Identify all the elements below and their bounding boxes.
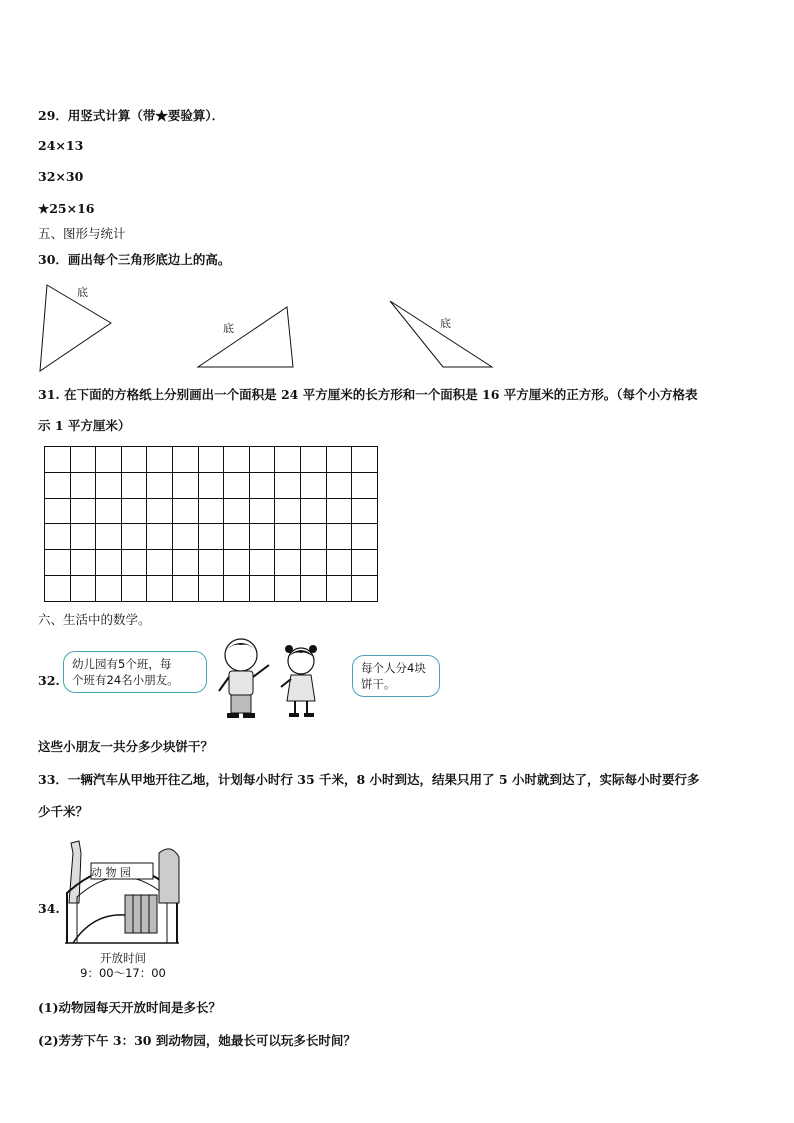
grid-cell bbox=[326, 472, 352, 498]
q32-number: 32. bbox=[38, 673, 60, 688]
q29-title: 29．用竖式计算（带★要验算）． bbox=[38, 108, 225, 123]
q29-item-3: ★25×16 bbox=[38, 201, 95, 216]
grid-cell bbox=[45, 524, 71, 550]
grid-cell bbox=[326, 524, 352, 550]
grid-cell bbox=[198, 575, 224, 601]
section-5-heading: 五、图形与统计 bbox=[38, 226, 126, 241]
boy-speech-line-2: 个班有24名小朋友。 bbox=[72, 673, 179, 687]
grid-cell bbox=[352, 550, 378, 576]
grid-cell bbox=[198, 447, 224, 473]
grid-row bbox=[45, 498, 378, 524]
q34-number: 34. bbox=[38, 901, 60, 916]
q30-title: 30．画出每个三角形底边上的高。 bbox=[38, 252, 231, 267]
grid-row bbox=[45, 575, 378, 601]
q31-text-line-2: 示 1 平方厘米） bbox=[38, 418, 131, 433]
grid-cell bbox=[352, 498, 378, 524]
grid-cell bbox=[249, 498, 275, 524]
grid-cell bbox=[172, 447, 198, 473]
grid-cell bbox=[45, 498, 71, 524]
grid-cell bbox=[249, 575, 275, 601]
grid-cell bbox=[300, 472, 326, 498]
grid-cell bbox=[275, 498, 301, 524]
grid-cell bbox=[121, 524, 147, 550]
grid-cell bbox=[45, 550, 71, 576]
triangle-2 bbox=[198, 307, 293, 367]
grid-cell bbox=[275, 447, 301, 473]
grid-cell bbox=[121, 575, 147, 601]
grid-cell bbox=[96, 498, 122, 524]
grid-cell bbox=[275, 550, 301, 576]
grid-cell bbox=[300, 524, 326, 550]
grid-cell bbox=[249, 472, 275, 498]
grid-cell bbox=[198, 498, 224, 524]
grid-cell bbox=[198, 550, 224, 576]
grid-cell bbox=[275, 472, 301, 498]
zoo-gate-illustration bbox=[63, 833, 181, 945]
boy-speech-bubble bbox=[63, 651, 207, 693]
grid-cell bbox=[300, 550, 326, 576]
grid-row bbox=[45, 447, 378, 473]
q32-question: 这些小朋友一共分多少块饼干？ bbox=[38, 739, 214, 754]
triangle-1 bbox=[40, 285, 111, 371]
grid-cell bbox=[147, 498, 173, 524]
triangle-3-base-label: 底 bbox=[440, 317, 451, 330]
grid-cell bbox=[275, 575, 301, 601]
zoo-open-label: 开放时间 bbox=[100, 951, 146, 965]
grid-cell bbox=[96, 550, 122, 576]
boy-speech-line-1: 幼儿园有5个班，每 bbox=[72, 657, 172, 671]
girl-speech-bubble bbox=[352, 655, 440, 697]
section-6-heading: 六、生活中的数学。 bbox=[38, 612, 151, 627]
grid-row bbox=[45, 472, 378, 498]
grid-cell bbox=[70, 498, 96, 524]
q33-text-line-1: 33．一辆汽车从甲地开往乙地，计划每小时行 35 千米，8 小时到达，结果只用了 5 小时就到达了，实际每小时要行多 bbox=[38, 772, 700, 787]
grid-cell bbox=[96, 472, 122, 498]
grid-cell bbox=[224, 575, 250, 601]
q31-text-line-1: 31. 在下面的方格纸上分别画出一个面积是 24 平方厘米的长方形和一个面积是 16 平方厘米的正方形。（每个小方格表 bbox=[38, 387, 698, 402]
triangle-1-base-label: 底 bbox=[77, 286, 88, 299]
grid-cell bbox=[249, 524, 275, 550]
grid-cell bbox=[198, 524, 224, 550]
grid-cell bbox=[147, 524, 173, 550]
grid-cell bbox=[172, 498, 198, 524]
grid-cell bbox=[96, 447, 122, 473]
grid-cell bbox=[147, 575, 173, 601]
triangle-2-base-label: 底 bbox=[223, 322, 234, 335]
grid-cell bbox=[70, 447, 96, 473]
grid-cell bbox=[300, 575, 326, 601]
triangle-3 bbox=[390, 301, 492, 367]
q34-sub-2: (2)芳芳下午 3：30 到动物园，她最长可以玩多长时间？ bbox=[38, 1033, 356, 1048]
grid-cell bbox=[96, 575, 122, 601]
grid-cell bbox=[224, 472, 250, 498]
grid-cell bbox=[224, 447, 250, 473]
grid-cell bbox=[121, 472, 147, 498]
grid-cell bbox=[352, 472, 378, 498]
grid-row bbox=[45, 550, 378, 576]
grid-cell bbox=[45, 472, 71, 498]
grid-cell bbox=[224, 550, 250, 576]
grid-cell bbox=[147, 447, 173, 473]
grid-cell bbox=[249, 447, 275, 473]
q34-sub-1: (1)动物园每天开放时间是多长？ bbox=[38, 1000, 222, 1015]
grid-cell bbox=[45, 447, 71, 473]
girl-speech-line-2: 饼干。 bbox=[361, 677, 396, 691]
grid-cell bbox=[70, 550, 96, 576]
grid-cell bbox=[352, 575, 378, 601]
triangles-figure bbox=[0, 0, 794, 380]
grid-cell bbox=[45, 575, 71, 601]
grid-cell bbox=[121, 498, 147, 524]
grid-cell bbox=[300, 447, 326, 473]
grid-cell bbox=[172, 550, 198, 576]
grid-cell bbox=[70, 575, 96, 601]
grid-cell bbox=[326, 550, 352, 576]
grid-cell bbox=[300, 498, 326, 524]
grid-cell bbox=[326, 447, 352, 473]
grid-cell bbox=[224, 524, 250, 550]
grid-cell bbox=[172, 472, 198, 498]
children-illustration bbox=[205, 633, 340, 723]
grid-cell bbox=[70, 524, 96, 550]
grid-cell bbox=[172, 575, 198, 601]
grid-cell bbox=[352, 524, 378, 550]
grid-cell bbox=[96, 524, 122, 550]
grid-cell bbox=[121, 550, 147, 576]
zoo-open-hours: 9：00～17：00 bbox=[80, 966, 166, 980]
grid-cell bbox=[326, 498, 352, 524]
grid-cell bbox=[70, 472, 96, 498]
grid-cell bbox=[147, 472, 173, 498]
zoo-sign-text: 动 物 园 bbox=[91, 866, 131, 879]
grid-cell bbox=[249, 550, 275, 576]
grid-cell bbox=[224, 498, 250, 524]
grid-cell bbox=[352, 447, 378, 473]
girl-speech-line-1: 每个人分4块 bbox=[361, 661, 426, 675]
grid-cell bbox=[326, 575, 352, 601]
square-grid bbox=[44, 446, 378, 602]
q29-item-2: 32×30 bbox=[38, 169, 84, 184]
q29-item-1: 24×13 bbox=[38, 138, 84, 153]
grid-cell bbox=[198, 472, 224, 498]
grid-cell bbox=[172, 524, 198, 550]
q33-text-line-2: 少千米？ bbox=[38, 804, 89, 819]
grid-row bbox=[45, 524, 378, 550]
grid-cell bbox=[147, 550, 173, 576]
grid-cell bbox=[275, 524, 301, 550]
grid-cell bbox=[121, 447, 147, 473]
